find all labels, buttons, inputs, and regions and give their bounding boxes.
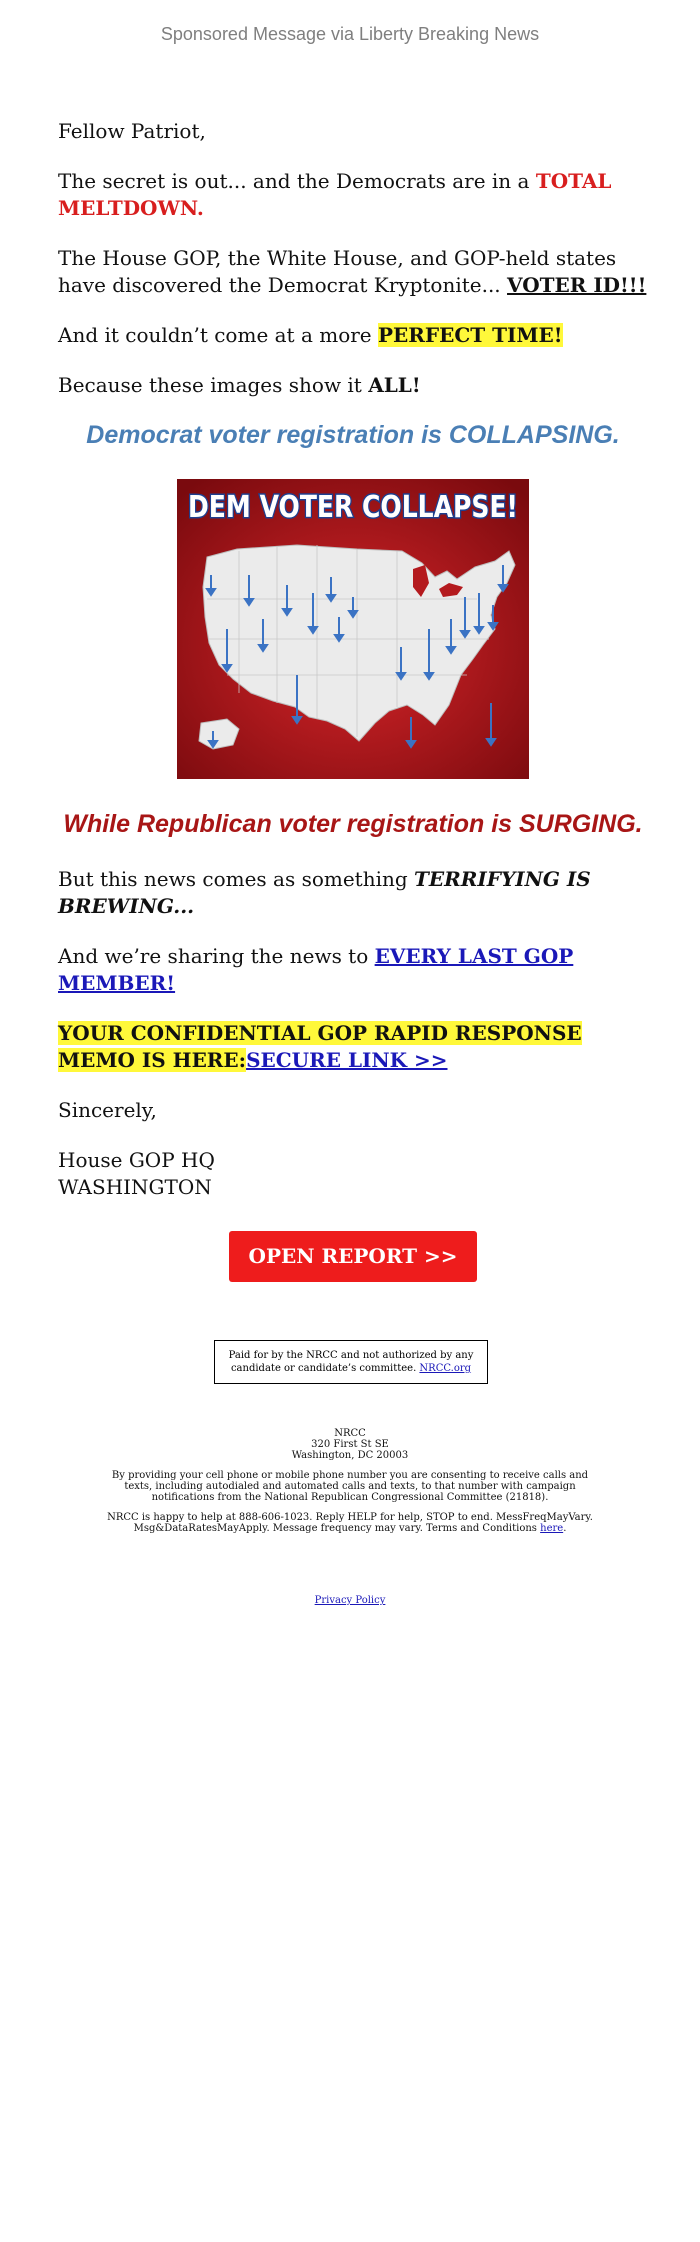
perfect-time-highlight: PERFECT TIME! <box>378 323 563 347</box>
terrifying-emphasis: TERRIFYING IS BREWING... <box>58 867 591 918</box>
paragraph-sharing <box>58 943 648 997</box>
dem-voter-collapse-image[interactable] <box>177 479 529 779</box>
paragraph-text: The House GOP, the White House, and GOP-held states have discovered the Democrat Kryptonite... <box>58 246 617 297</box>
terms-here-link[interactable]: here <box>540 1523 564 1534</box>
footer-consent: By providing your cell phone or mobile phone number you are consenting to receive calls and texts, including autodialed and automated calls and texts, to that number with campaign notifications from the National Republican Congressional Committee (21818). <box>111 1470 589 1503</box>
gop-member-link[interactable]: EVERY LAST GOP MEMBER! <box>58 944 574 995</box>
greeting: Fellow Patriot, <box>58 119 206 143</box>
image-banner-text: DEM VOTER COLLAPSE! <box>188 490 518 525</box>
footer-org: NRCC <box>334 1428 366 1439</box>
signature-line-2: WASHINGTON <box>58 1175 212 1199</box>
paragraph-text: But this news comes as something <box>58 867 415 891</box>
email-body <box>58 118 648 1282</box>
paragraph-perfect-time <box>58 322 648 349</box>
footer-help-end: . <box>563 1523 567 1534</box>
cta-wrap <box>58 1231 648 1282</box>
footer-address <box>100 1428 600 1461</box>
paragraph-text: Because these images show it <box>58 373 369 397</box>
meltdown-emphasis: TOTAL MELTDOWN. <box>58 169 612 220</box>
secure-link[interactable]: SECURE LINK >> <box>246 1048 448 1072</box>
paragraph-text: And it couldn’t come at a more <box>58 323 378 347</box>
voter-id-emphasis: VOTER ID!!! <box>507 273 647 297</box>
paragraph-meltdown <box>58 168 648 222</box>
memo-paragraph <box>58 1020 648 1074</box>
signature <box>58 1147 648 1201</box>
disclaimer-text: Paid for by the NRCC and not authorized by any candidate or candidate’s committee. <box>228 1350 474 1374</box>
alaska-shape <box>199 719 239 749</box>
paid-for-disclaimer <box>214 1340 488 1384</box>
all-emphasis: ALL! <box>368 373 421 397</box>
memo-highlight: YOUR CONFIDENTIAL GOP RAPID RESPONSE MEMO IS HERE: <box>58 1021 582 1072</box>
footer-help-text: NRCC is happy to help at 888-606-1023. Reply HELP for help, STOP to end. MessFreqMayVary. Msg&DataRatesMayApply. Message frequency may vary. Terms and Conditions <box>107 1512 593 1534</box>
footer-city: Washington, DC 20003 <box>291 1450 409 1461</box>
paragraph-terrifying <box>58 866 648 920</box>
headline-collapse: Democrat voter registration is COLLAPSING. <box>86 421 620 449</box>
open-report-button[interactable]: OPEN REPORT >> <box>229 1231 478 1282</box>
privacy-wrap <box>0 1595 700 1606</box>
footer-help <box>100 1512 600 1534</box>
paragraph-kryptonite <box>58 245 648 299</box>
sponsor-line: Sponsored Message via Liberty Breaking News <box>160 24 540 44</box>
paragraph-text: The secret is out... and the Democrats are in a <box>58 169 536 193</box>
privacy-policy-link[interactable]: Privacy Policy <box>314 1595 386 1606</box>
paragraph-images <box>58 372 648 399</box>
signature-line-1: House GOP HQ <box>58 1148 215 1172</box>
headline-surge: While Republican voter registration is SURGING. <box>63 810 643 838</box>
paragraph-text: And we’re sharing the news to <box>58 944 375 968</box>
footer-street: 320 First St SE <box>311 1439 389 1450</box>
nrcc-link[interactable]: NRCC.org <box>419 1363 472 1374</box>
signoff: Sincerely, <box>58 1098 157 1122</box>
footer <box>100 1428 600 1543</box>
